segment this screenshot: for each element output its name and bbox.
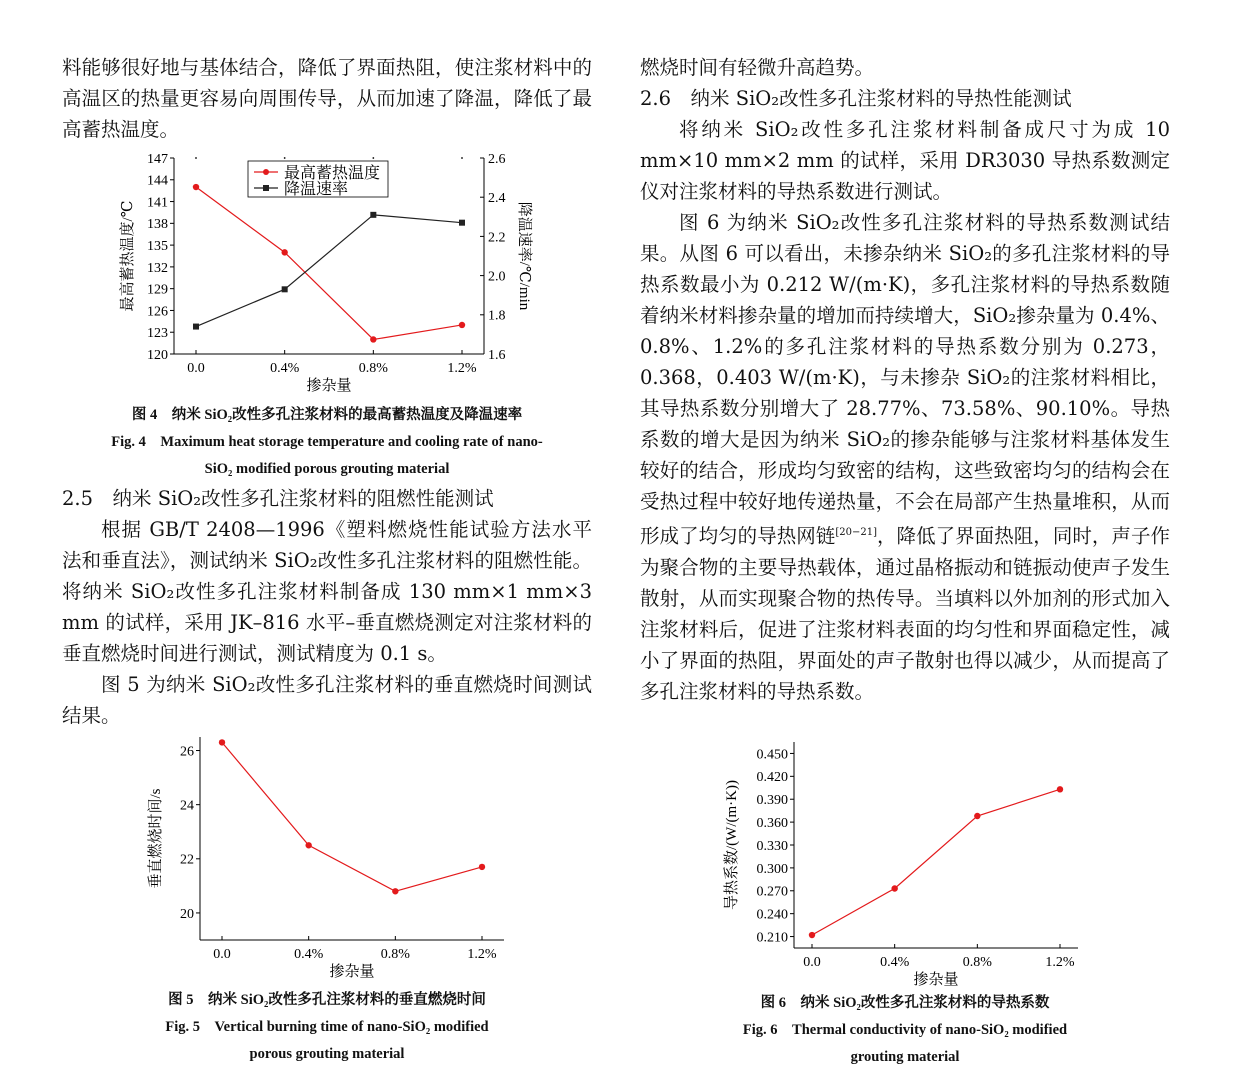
legend-marker — [263, 185, 269, 191]
right-paragraph-top: 燃烧时间有轻微升高趋势。 — [640, 56, 875, 79]
y-tick-label: 0.450 — [756, 747, 788, 763]
top-dot — [195, 157, 197, 159]
fig6-caption — [640, 990, 1170, 1071]
y-tick-label: 0.330 — [756, 838, 788, 854]
y2-axis-label: 降温速率/℃/min — [516, 201, 532, 311]
data-point-square — [193, 324, 199, 330]
y-axis-label: 垂直燃烧时间/s — [148, 788, 164, 889]
y2-tick-label: 1.6 — [488, 347, 506, 363]
y-tick-label: 144 — [147, 173, 168, 189]
data-point — [193, 184, 199, 190]
left-column-lower — [62, 483, 592, 731]
y-tick-label: 0.360 — [756, 816, 788, 832]
data-point — [305, 842, 311, 848]
section-2-5-paragraph-2: 图 5 为纳米 SiO₂改性多孔注浆材料的垂直燃烧时间测试结果。 — [62, 673, 592, 727]
x-tick-label: 1.2% — [1045, 955, 1075, 970]
fig6-chart — [720, 738, 1090, 993]
series-line-0 — [196, 187, 462, 339]
y-tick-label: 0.270 — [756, 884, 788, 900]
y-tick-label: 0.390 — [756, 793, 788, 809]
data-point-square — [282, 286, 288, 292]
y-tick-label: 0.420 — [756, 770, 788, 786]
y2-tick-label: 1.8 — [488, 308, 506, 324]
y-tick-label: 26 — [180, 744, 194, 760]
left-paragraph-top: 料能够很好地与基体结合，降低了界面热阻，使注浆材料中的高温区的热量更容易向周围传导，从而加速了降温，降低了最高蓄热温度。 — [62, 56, 592, 141]
fig5-caption-en2: porous grouting material — [249, 1046, 405, 1062]
y-tick-label: 132 — [147, 260, 168, 276]
fig4-caption-en1: Fig. 4 Maximum heat storage temperature and cooling rate of nano- — [111, 434, 543, 450]
series-line-1 — [196, 215, 462, 327]
y-tick-label: 123 — [147, 326, 168, 342]
x-tick-label: 0.4% — [270, 361, 300, 376]
y-tick-label: 0.210 — [756, 930, 788, 946]
x-tick-label: 1.2% — [467, 947, 497, 962]
data-point — [219, 739, 225, 745]
x-tick-label: 0.0 — [213, 947, 231, 962]
data-point — [891, 885, 897, 891]
section-2-5-paragraph-1: 根据 GB/T 2408—1996《塑料燃烧性能试验方法水平法和垂直法》，测试纳米 SiO₂改性多孔注浆材料的阻燃性能。将纳米 SiO₂改性多孔注浆材料制备成 130 mm×1 mm×3 mm 的试样，采用 JK–816 水平–垂直燃烧测定对注浆材料的垂直燃烧时间进行测试，测试精度为 0.1 s。 — [62, 518, 592, 665]
top-dot — [284, 157, 286, 159]
y2-tick-label: 2.0 — [488, 269, 506, 285]
x-tick-label: 0.4% — [294, 947, 324, 962]
legend-label: 降温速率 — [284, 181, 349, 198]
y-tick-label: 147 — [147, 151, 168, 167]
data-point-square — [459, 220, 465, 226]
y-tick-label: 24 — [180, 798, 194, 814]
fig5-caption — [62, 987, 592, 1068]
fig5-caption-cn: 图 5 纳米 SiO₂改性多孔注浆材料的垂直燃烧时间 — [168, 992, 486, 1008]
data-point-square — [370, 212, 376, 218]
series-line-0 — [812, 789, 1060, 935]
data-point — [479, 864, 485, 870]
x-tick-label: 0.8% — [358, 361, 388, 376]
y-tick-label: 129 — [147, 282, 168, 298]
section-2-5-heading: 2.5 纳米 SiO₂改性多孔注浆材料的阻燃性能测试 — [62, 487, 494, 510]
y-axis-label: 导热系数/(W/(m·K)) — [724, 780, 740, 910]
fig4-caption-en2: SiO₂ modified porous grouting material — [204, 461, 450, 477]
y-tick-label: 126 — [147, 304, 168, 320]
data-point — [459, 322, 465, 328]
section-2-6-paragraph-2 — [640, 207, 1170, 707]
y-axis-label: 最高蓄热温度/℃ — [120, 200, 136, 312]
fig6-caption-en1: Fig. 6 Thermal conductivity of nano-SiO₂ modified — [742, 1022, 1068, 1038]
y-tick-label: 120 — [147, 347, 168, 363]
y-tick-label: 0.300 — [756, 861, 788, 877]
series-line-0 — [222, 742, 482, 891]
para-2-6b-end: ，降低了界面热阻，同时，声子作为聚合物的主要导热载体，通过晶格振动和链振动使声子发生散射，从而实现聚合物的热传导。当填料以外加剂的形式加入注浆材料后，促进了注浆材料表面的均匀性和界面稳定性，减小了界面的热阻，界面处的声子散射也得以减少，从而提高了多孔注浆材料的导热系数。 — [640, 524, 1170, 703]
x-tick-label: 0.8% — [962, 955, 992, 970]
fig4-caption-cn: 图 4 纳米 SiO₂改性多孔注浆材料的最高蓄热温度及降温速率 — [131, 407, 523, 423]
y-tick-label: 138 — [147, 217, 168, 233]
y-tick-label: 22 — [180, 852, 194, 868]
data-point — [392, 888, 398, 894]
fig4-chart — [110, 148, 530, 400]
x-axis-label: 掺杂量 — [913, 972, 959, 988]
fig4-caption — [62, 402, 592, 483]
x-tick-label: 1.2% — [447, 361, 477, 376]
data-point — [281, 249, 287, 255]
data-point — [974, 813, 980, 819]
x-tick-label: 0.4% — [880, 955, 910, 970]
y-tick-label: 135 — [147, 239, 168, 255]
top-dot — [461, 157, 463, 159]
fig5-chart — [140, 732, 520, 987]
fig5-caption-en1: Fig. 5 Vertical burning time of nano-SiO₂ modified — [165, 1019, 489, 1035]
top-dot — [372, 157, 374, 159]
left-column — [62, 52, 592, 145]
x-tick-label: 0.8% — [380, 947, 410, 962]
section-2-6-heading: 2.6 纳米 SiO₂改性多孔注浆材料的导热性能测试 — [640, 87, 1072, 110]
x-tick-label: 0.0 — [187, 361, 205, 376]
y-tick-label: 0.240 — [756, 907, 788, 923]
x-axis-label: 掺杂量 — [329, 964, 375, 980]
y2-tick-label: 2.2 — [488, 230, 506, 246]
y2-tick-label: 2.4 — [488, 191, 506, 207]
right-column — [640, 52, 1170, 707]
y-tick-label: 20 — [180, 906, 194, 922]
x-axis-label: 掺杂量 — [306, 378, 352, 394]
para-2-6b-text: 图 6 为纳米 SiO₂改性多孔注浆材料的导热系数测试结果。从图 6 可以看出，未掺杂纳米 SiO₂的多孔注浆材料的导热系数最小为 0.212 W/(m·K)，多孔注浆材料的导热系数随着纳米材料掺杂量的增加而持续增大，SiO₂掺杂量为 0.4%、0.8%、1.2%的多孔注浆材料的导热系数分别为 0.273，0.368，0.403 W/(m·K)，与未掺杂 SiO₂的注浆材料相比，其导热系数分别增大了 28.77%、73.58%、90.10%。导热系数的增大是因为纳米 SiO₂的掺杂能够与注浆材料基体发生较好的结合，形成均匀致密的结构，这些致密均匀的结构会在受热过程中较好地传递热量，不会在局部产生热量堆积，从而形成了均匀的导热网链 — [640, 211, 1170, 548]
y-tick-label: 141 — [147, 195, 168, 211]
data-point — [809, 932, 815, 938]
legend-label: 最高蓄热温度 — [284, 165, 381, 182]
fig6-caption-en2: grouting material — [850, 1049, 960, 1065]
y2-tick-label: 2.6 — [488, 151, 506, 167]
section-2-6-paragraph-1: 将纳米 SiO₂改性多孔注浆材料制备成尺寸为成 10 mm×10 mm×2 mm 的试样，采用 DR3030 导热系数测定仪对注浆材料的导热系数进行测试。 — [640, 118, 1170, 203]
x-tick-label: 0.0 — [803, 955, 821, 970]
legend-marker — [263, 169, 269, 175]
citation: [20−21] — [835, 527, 877, 538]
data-point — [1057, 786, 1063, 792]
data-point — [370, 336, 376, 342]
fig6-caption-cn: 图 6 纳米 SiO₂改性多孔注浆材料的导热系数 — [760, 995, 1050, 1011]
